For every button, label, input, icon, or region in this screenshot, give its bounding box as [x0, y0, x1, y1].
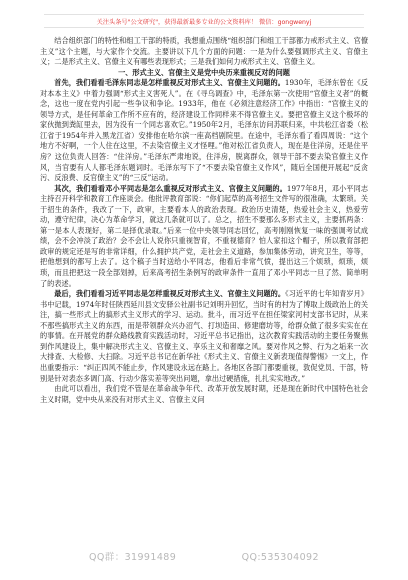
- paragraph-mao-body: 1930年，毛泽东曾在《反对本本主义》中着力强调“形式主义害死人”。在《寻乌调查》中，毛泽东第一次使用“官僚主义者”的概念，这也一度在党内引起一些争议和争论。1933年，他在《必须注意经济工作》中指出：“官僚主义的领导方式，是任何革命工作所不应有的，经济建设工作同样来不得官僚主义。要把官僚主义这个极坏的家伙抛到粪缸里去，因为没有一个同志喜欢它。”1950年2月，毛泽东访问苏联归来，中共松江省委（松江省于1954年并入黑龙江省）安排他在哈尔滨一座高档剧院里。在途中，毛泽东看了看四周说：“这个地方不好啊，一个人住在这里，不去染官僚主义才怪哩。”他对松江省负责人，现在是住洋房，还是住平房？这位负责人回答：“住洋房。”毛泽东严肃地说，住洋房，脱离群众，领导干部不要去染官僚主义作风，当官要有人人都毛泽东题词时。毛泽东写下了“不要去染官僚主义作风”，随后全国便开展起“反贪污、反浪费、反官僚主义”的“三反”运动。: [40, 78, 368, 183]
- watermark-footer: [0, 549, 408, 563]
- promo-banner-text: 关注头条号"公文研究"，获得最新最多专业的公文资料库！ 微信：gongwenyj: [96, 18, 312, 26]
- section-heading-1: 一、形式主义、官僚主义是党中央历来重视反对的问题: [118, 67, 290, 77]
- document-body: [40, 36, 368, 405]
- promo-banner: [44, 14, 364, 28]
- paragraph-deng-lead: 其次，我们看看邓小平同志是怎么重视反对形式主义、官僚主义问题的。: [54, 183, 287, 193]
- qq-contact-text: QQ:535304092: [241, 552, 319, 563]
- paragraph-xi-body: 《习近平的七年知青岁月》书中记载，1974年时任陕西延川县文安驿公社副书记刘明升回忆，当时有的村为了博取上级政治上的关注，搞一些形式上的搞形式主义形式的学习、运动。批斗，而习近平在担任梁家河村支部书记时，从来不那些搞形式主义的东西，而是带领群众兴办沼气、打坝造田、修建磨坊等，给群众做了很多实实在在的事情。在开展党的群众路线教育实践活动时，习近平总书记指出，这次教育实践活动的主要任务聚焦到作风建设上，集中解决形式主义、官僚主义、享乐主义和奢靡之风。要对作风之弊、行为之垢来一次大排查、大检修、大扫除。习近平总书记在新华社《形式主义、官僚主义新表现值得警惕》一文上，作出重要指示：“纠正四风不能止步，作风建设永远在路上。各地区各部门都要重视，敦促党员、干部，特别是针对表态多调门高、行动少落实差等突出问题，拿出过硬措施，扎扎实实地改。”: [40, 289, 368, 383]
- paragraph-deng-body: 1977年8月，邓小平同志主持召开科学和教育工作座谈会。他批评教育部说：“你们起草的高考招生文件写的很准确，太繁琐。关于招生的条件，我改了一下，政审，主要看本人的政治表现。政治历史清楚，热爱社会主义，热爱劳动，遵守纪律，决心为革命学习，就这几条就可以了。总之，招生不要那么多形式主义，主要抓两条：第一是本人表现好，第二是择优录取。”后来一位中央领导同志回忆，高考刚刚恢复一味的强调考试成绩，会不会冲淡了政治？会不会让人说你只重视智育，不重视德育？怕人家扣这个帽子，所以教育部把政审的规定还是写的非常详细，什么拥护共产党，走社会主义道路，参加集体劳动，讲究卫生，等等，把他想到的都写上去了。这个稿子当时送给小平同志，他看后非常气愤，提出这三个烦琐，烦琐，烦琐，而且把把这一段全部划掉，后来高考招生条例写的政审条件一直用了邓小平同志一旦了然、简单明了的表述。: [40, 183, 368, 288]
- paragraph-xi: [40, 289, 368, 384]
- paragraph-mao-lead: 首先，我们看看毛泽东同志是怎样重视反对形式主义、官僚主义问题的。: [54, 78, 285, 88]
- paragraph-deng: [40, 184, 368, 289]
- paragraph-mao: [40, 78, 368, 183]
- paragraph-xi-lead: 最后，我们看看习近平同志是怎样重视反对形式主义、官僚主义问题的。: [54, 289, 286, 299]
- intro-paragraph: 结合组织部门的特性和组工干部的特质，我想重点围绕“组织部门和组工干部都力戒形式主义、官僚主义”这个主题，与大家作个交流。主要讲以下几个方面的问题：一是为什么要强调形式主义、官僚主义；二是形式主义、官僚主义有哪些表现形式；三是我们如何力戒形式主义、官僚主义。: [40, 36, 368, 67]
- qq-group-text: QQ群：31991489: [89, 552, 177, 563]
- paragraph-conclusion: 由此可以看出，我们党不管是在革命战争年代、改革开放发展时期，还是现在新时代中国特色社会主义时期，党中央从来没有对形式主义、官僚主义问: [40, 384, 368, 404]
